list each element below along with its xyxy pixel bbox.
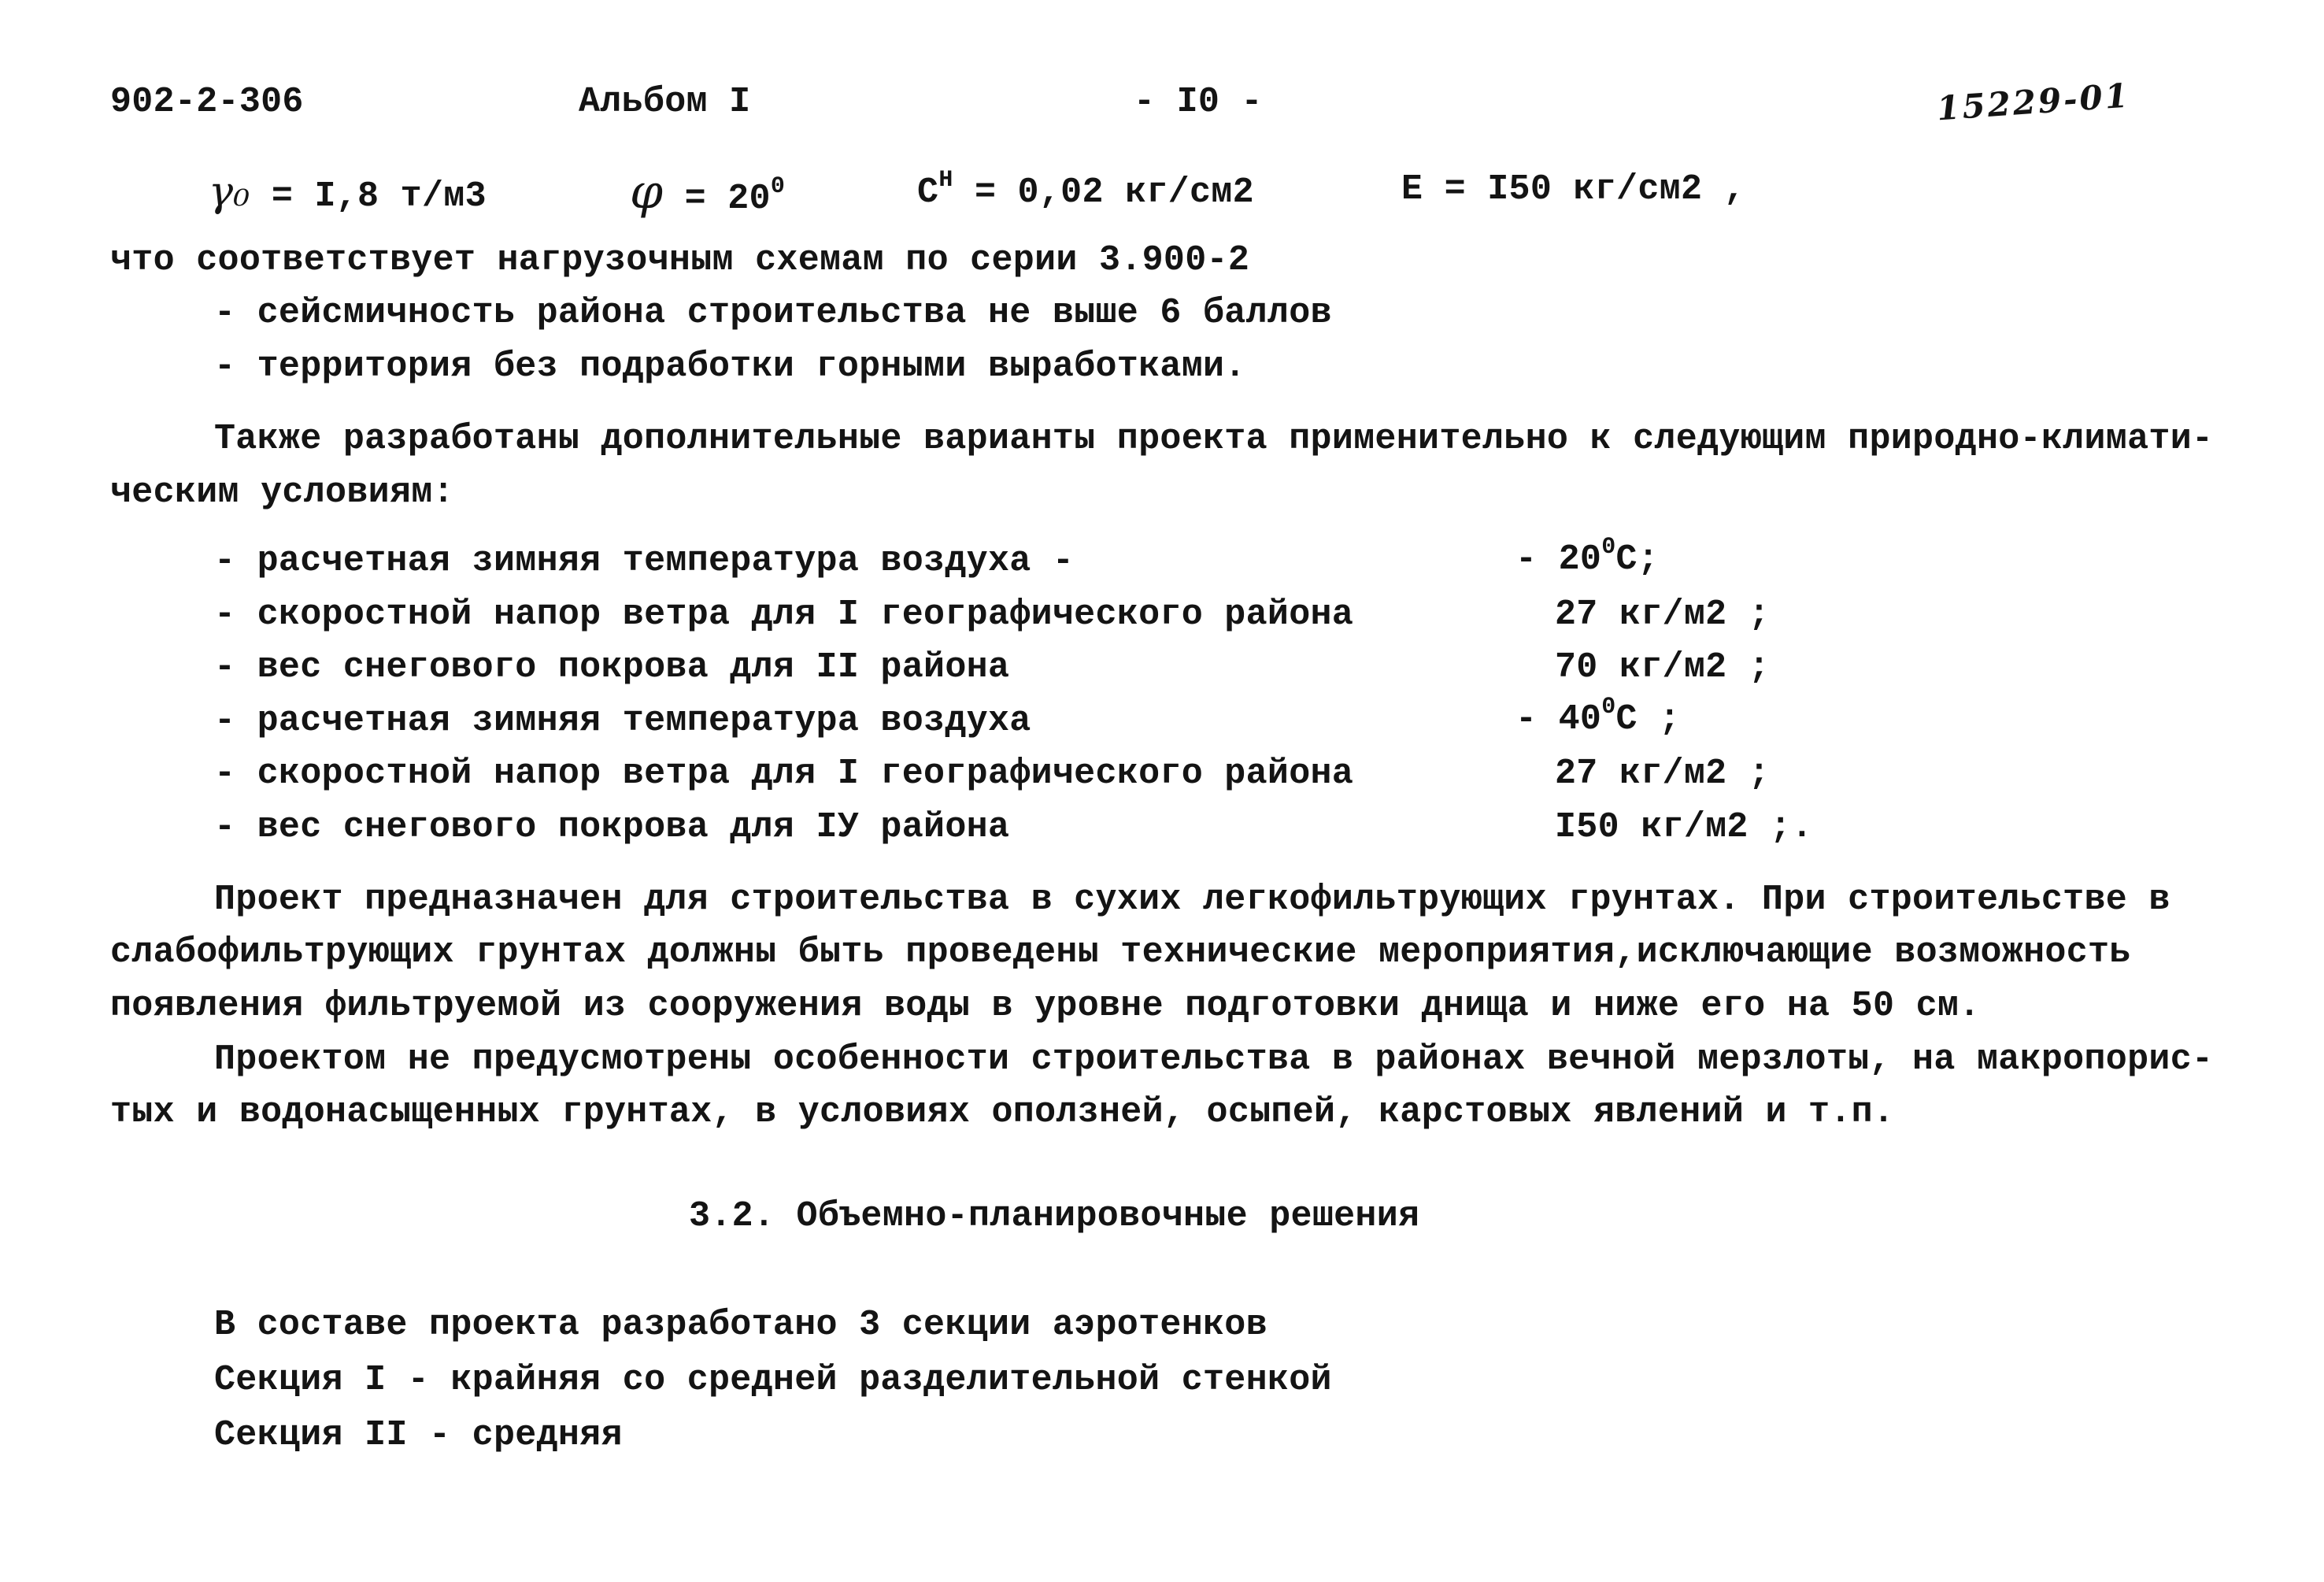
condition-value: - $20^0C$;	[1515, 534, 1660, 580]
exclusions-paragraph-line: тых и водонасыщенных грунтах, в условиях оползней, осыпей, карстовых явлений и т.п.	[110, 1092, 1895, 1132]
project-paragraph-line: слабофильтрующих грунтах должны быть проведены технические мероприятия,исключающие возможность	[110, 932, 2131, 973]
intro-line: что соответствует нагрузочным схемам по серии 3.900-2	[110, 240, 1250, 280]
project-paragraph-line: появления фильтруемой из сооружения воды в уровне подготовки днища и ниже его на 50 см.	[110, 986, 1981, 1026]
c-symbol: C	[917, 172, 939, 213]
condition-label: - скоростной напор ветра для I географического района	[214, 595, 1354, 635]
condition-value: 27 кг/м2 ;	[1555, 754, 1771, 794]
c-superscript: H	[938, 167, 953, 194]
also-paragraph-line: ческим условиям:	[110, 472, 454, 513]
condition-label: - расчетная зимняя температура воздуха	[214, 701, 1031, 741]
condition-value: 27 кг/м2 ;	[1555, 595, 1771, 635]
section-line: Секция II - средняя	[214, 1415, 623, 1455]
project-paragraph-line: Проект предназначен для строительства в сухих легкофильтрующих грунтах. При строительстве в	[214, 880, 2170, 920]
doc-code: 902-2-306	[110, 82, 304, 122]
param-c	[917, 167, 1254, 213]
condition-value: - $40^0C$ ;	[1515, 694, 1681, 739]
condition-label: - вес снегового покрова для IУ района	[214, 807, 1010, 847]
condition-label: - вес снегового покрова для II района	[214, 647, 1010, 687]
section-title: 3.2. Объемно-планировочные решения	[689, 1196, 1420, 1236]
inventory-number: 15229-01	[1935, 76, 2132, 128]
condition-label: - расчетная зимняя температура воздуха -	[214, 541, 1075, 581]
degree-mark: 0	[1601, 694, 1616, 721]
exclusions-paragraph-line: Проектом не предусмотрены особенности строительства в районах вечной мерзлоты, на макропорис-	[214, 1039, 2214, 1080]
param-phi	[630, 165, 786, 220]
intro-line: - территория без подработки горными выработками.	[214, 346, 1246, 387]
gamma-value: = I,8 т/м3	[271, 176, 487, 217]
section-line: Секция I - крайняя со средней разделительной стенкой	[214, 1360, 1332, 1400]
param-e: E = I50 кг/см2 ,	[1401, 169, 1745, 209]
phi-degree: 0	[770, 173, 786, 200]
page-number: - I0 -	[1134, 82, 1263, 122]
c-value: = 0,02 кг/см2	[974, 172, 1254, 213]
phi-value: = 20	[684, 179, 771, 219]
param-gamma	[209, 169, 487, 217]
album-label: Альбом I	[579, 82, 751, 122]
intro-line: - сейсмичность района строительства не выше 6 баллов	[214, 293, 1332, 333]
phi-symbol: φ	[630, 165, 664, 220]
also-paragraph-line: Также разработаны дополнительные варианты проекта применительно к следующим природно-климати-	[214, 419, 2214, 459]
section-line: В составе проекта разработано 3 секции аэротенков	[214, 1305, 1267, 1345]
condition-value: I50 кг/м2 ;.	[1555, 807, 1813, 847]
gamma-symbol: γ₀	[209, 169, 250, 216]
degree-mark: 0	[1601, 534, 1616, 561]
condition-label: - скоростной напор ветра для I географического района	[214, 754, 1354, 794]
condition-value: 70 кг/м2 ;	[1555, 647, 1771, 687]
